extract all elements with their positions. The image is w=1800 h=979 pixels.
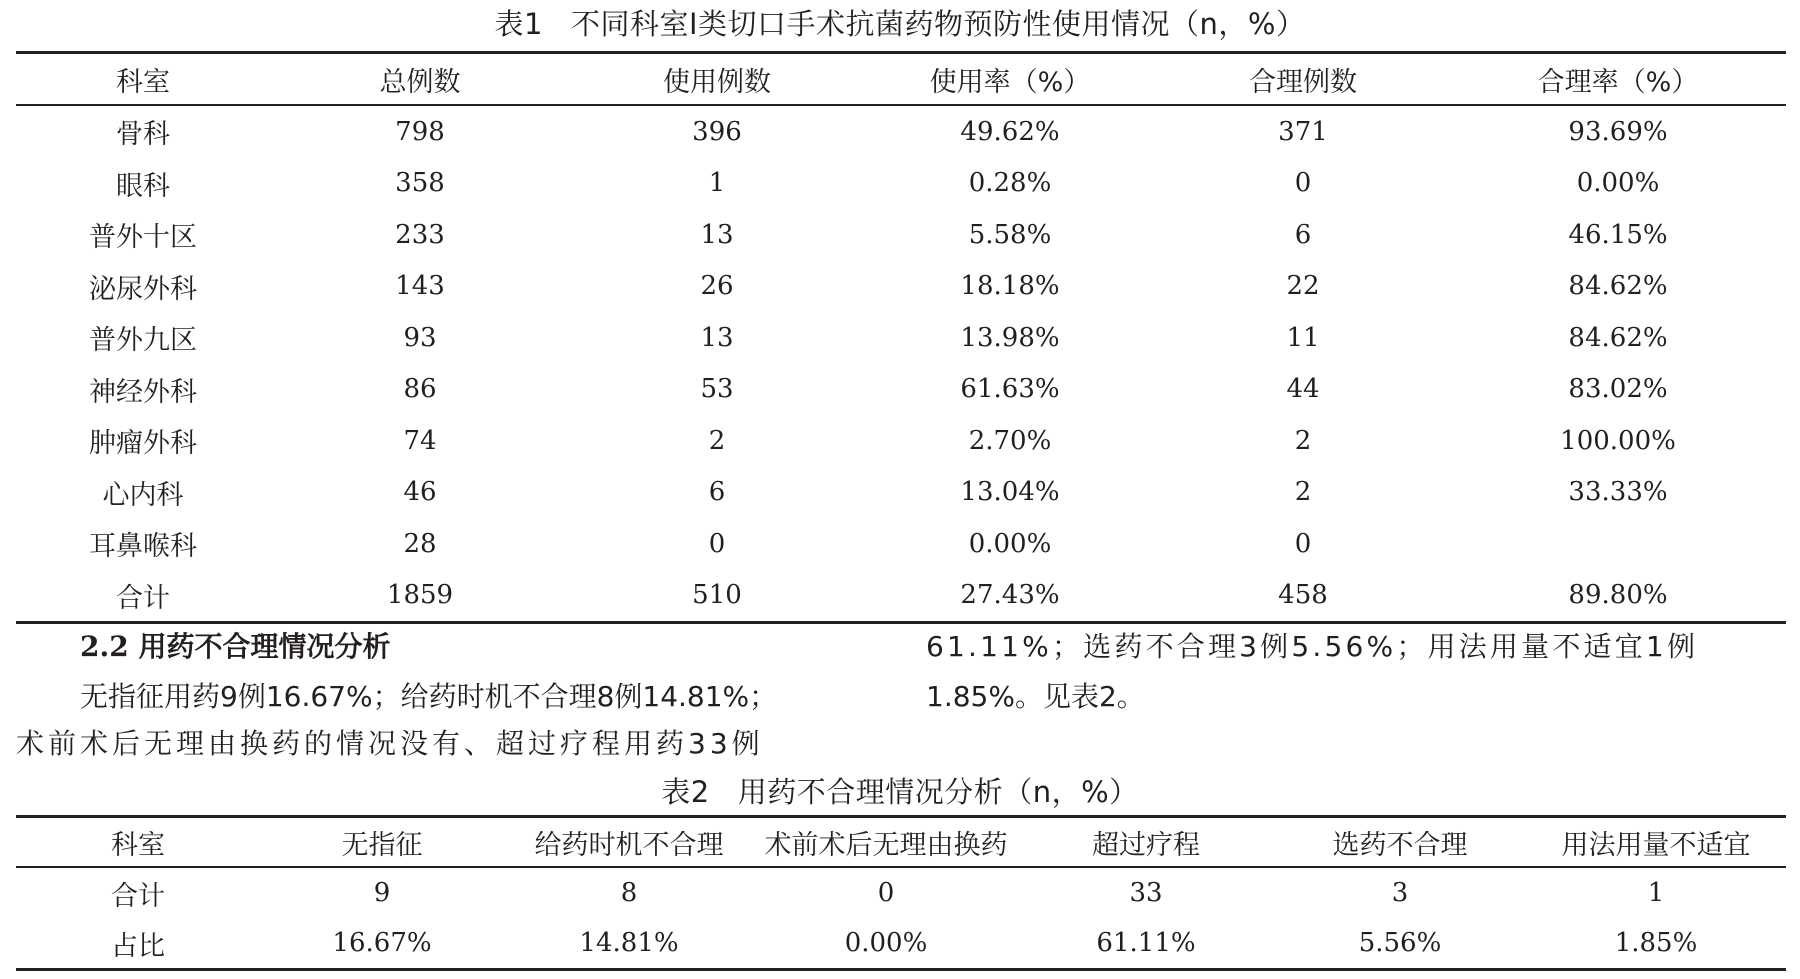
table-cell: 0 bbox=[1294, 168, 1312, 199]
table-cell: 5.58% bbox=[968, 219, 1052, 250]
table-cell: 61.63% bbox=[960, 374, 1060, 405]
table-cell: 22 bbox=[1286, 271, 1320, 302]
table-cell: 0.00% bbox=[968, 528, 1052, 559]
table-cell: 合计 bbox=[116, 582, 170, 614]
table-cell: 普外十区 bbox=[89, 222, 197, 254]
body-text-left-line-1: 无指征用药9例16.67%；给药时机不合理8例14.81%； bbox=[80, 680, 778, 713]
table-cell bbox=[1450, 518, 1786, 570]
table-cell: 1 bbox=[1647, 878, 1665, 908]
table-cell: 18.18% bbox=[960, 271, 1060, 302]
body-text-right-line-1: 61.11%；选药不合理3例5.56%；用法用量不适宜1例 bbox=[926, 630, 1699, 663]
table-cell: 心内科 bbox=[102, 479, 184, 511]
table-cell: 普外九区 bbox=[89, 325, 197, 357]
table-row bbox=[16, 105, 1786, 158]
table2-header-dosage: 用法用量不适宜 bbox=[1561, 829, 1751, 861]
table-row bbox=[16, 518, 1786, 570]
table-row bbox=[16, 158, 1786, 210]
table-cell: 14.81% bbox=[579, 928, 679, 958]
table-cell: 74 bbox=[403, 425, 437, 456]
table-cell: 0.28% bbox=[968, 168, 1052, 199]
table-cell: 0 bbox=[877, 878, 895, 908]
section-heading: 2.2 用药不合理情况分析 bbox=[80, 630, 391, 663]
table1-header-total: 总例数 bbox=[379, 66, 461, 98]
table1-caption bbox=[0, 2, 1800, 43]
table-cell: 13.04% bbox=[960, 477, 1060, 508]
table-cell: 0.00% bbox=[1576, 168, 1660, 199]
table-cell: 2 bbox=[1294, 477, 1312, 508]
table-cell: 11 bbox=[1286, 322, 1320, 353]
table-cell: 耳鼻喉科 bbox=[89, 531, 197, 563]
table-cell: 6 bbox=[1294, 219, 1312, 250]
table-cell: 143 bbox=[395, 271, 445, 302]
table-cell: 6 bbox=[708, 477, 726, 508]
table2-header-row bbox=[16, 817, 1786, 868]
body-text-right-line-2: 1.85%。见表2。 bbox=[926, 680, 1145, 713]
table-row bbox=[16, 209, 1786, 261]
table-cell: 100.00% bbox=[1560, 425, 1676, 456]
table-cell: 合计 bbox=[111, 880, 165, 912]
table-cell: 0 bbox=[1294, 528, 1312, 559]
table1-header-use-rate: 使用率（%） bbox=[929, 66, 1091, 98]
table-row bbox=[16, 467, 1786, 519]
table-cell: 2.70% bbox=[968, 425, 1052, 456]
body-text-left-line-2: 术前术后无理由换药的情况没有、超过疗程用药33例 bbox=[16, 727, 764, 760]
table-row bbox=[16, 415, 1786, 467]
table-cell: 93 bbox=[403, 322, 437, 353]
table-cell: 27.43% bbox=[960, 580, 1060, 611]
table-cell: 5.56% bbox=[1358, 928, 1442, 958]
table2-header-no-indication: 无指征 bbox=[341, 829, 423, 861]
table-cell: 89.80% bbox=[1568, 580, 1668, 611]
table-cell: 83.02% bbox=[1568, 374, 1668, 405]
table2-header-over-course: 超过疗程 bbox=[1092, 829, 1200, 861]
table-cell: 0 bbox=[708, 528, 726, 559]
table-cell: 44 bbox=[1286, 374, 1320, 405]
table-cell: 53 bbox=[700, 374, 734, 405]
table-cell: 1 bbox=[708, 168, 726, 199]
table2-header-timing: 给药时机不合理 bbox=[534, 829, 724, 861]
table-row bbox=[16, 312, 1786, 364]
table-cell: 2 bbox=[708, 425, 726, 456]
table2-caption bbox=[0, 770, 1800, 811]
table-cell: 396 bbox=[692, 116, 742, 147]
table-cell: 33 bbox=[1129, 878, 1163, 908]
table2-caption-text: 用药不合理情况分析（n，%） bbox=[737, 775, 1139, 809]
table-cell: 骨科 bbox=[116, 119, 170, 151]
table-cell: 84.62% bbox=[1568, 271, 1668, 302]
table1-header-dept: 科室 bbox=[116, 66, 170, 98]
table1-header-used: 使用例数 bbox=[663, 66, 771, 98]
table1-header-row bbox=[16, 53, 1786, 106]
table-cell: 28 bbox=[403, 528, 437, 559]
table2-header-drug-choice: 选药不合理 bbox=[1332, 829, 1468, 861]
table-row bbox=[16, 364, 1786, 416]
table-cell: 肿瘤外科 bbox=[89, 428, 197, 460]
table-cell: 0.00% bbox=[844, 928, 928, 958]
table-cell: 3 bbox=[1391, 878, 1409, 908]
table1-header-rational: 合理例数 bbox=[1249, 66, 1357, 98]
table-cell: 61.11% bbox=[1096, 928, 1196, 958]
table-cell: 33.33% bbox=[1568, 477, 1668, 508]
table-cell: 46.15% bbox=[1568, 219, 1668, 250]
table-cell: 8 bbox=[620, 878, 638, 908]
table-cell: 1.85% bbox=[1614, 928, 1698, 958]
table2-caption-number: 表2 bbox=[661, 775, 710, 809]
table2 bbox=[16, 815, 1786, 971]
table-cell: 510 bbox=[692, 580, 742, 611]
table-cell: 神经外科 bbox=[89, 376, 197, 408]
table-row bbox=[16, 867, 1786, 918]
table-cell: 358 bbox=[395, 168, 445, 199]
table-row bbox=[16, 918, 1786, 970]
table1-caption-text: 不同科室Ⅰ类切口手术抗菌药物预防性使用情况（n，%） bbox=[570, 7, 1306, 41]
table-cell: 26 bbox=[700, 271, 734, 302]
table-cell: 84.62% bbox=[1568, 322, 1668, 353]
table-cell: 86 bbox=[403, 374, 437, 405]
table-cell: 1859 bbox=[386, 580, 454, 611]
table-cell: 49.62% bbox=[960, 116, 1060, 147]
table-row bbox=[16, 261, 1786, 313]
table-cell: 13 bbox=[700, 322, 734, 353]
table-cell: 13 bbox=[700, 219, 734, 250]
table1 bbox=[16, 51, 1786, 624]
table2-header-dept: 科室 bbox=[111, 829, 165, 861]
table-cell: 眼科 bbox=[116, 170, 170, 202]
table-row-total bbox=[16, 570, 1786, 623]
table1-header-rational-rate: 合理率（%） bbox=[1537, 66, 1699, 98]
table-cell: 798 bbox=[395, 116, 445, 147]
table2-header-drug-switch: 术前术后无理由换药 bbox=[764, 829, 1008, 861]
table-cell: 13.98% bbox=[960, 322, 1060, 353]
table-cell: 371 bbox=[1278, 116, 1328, 147]
table-cell: 458 bbox=[1278, 580, 1328, 611]
table-cell: 2 bbox=[1294, 425, 1312, 456]
table1-caption-number: 表1 bbox=[494, 7, 543, 41]
table-cell: 93.69% bbox=[1568, 116, 1668, 147]
table-cell: 9 bbox=[373, 878, 391, 908]
table-cell: 46 bbox=[403, 477, 437, 508]
table-cell: 占比 bbox=[111, 930, 165, 962]
table-cell: 233 bbox=[395, 219, 445, 250]
table-cell: 16.67% bbox=[332, 928, 432, 958]
table-cell: 泌尿外科 bbox=[89, 273, 197, 305]
